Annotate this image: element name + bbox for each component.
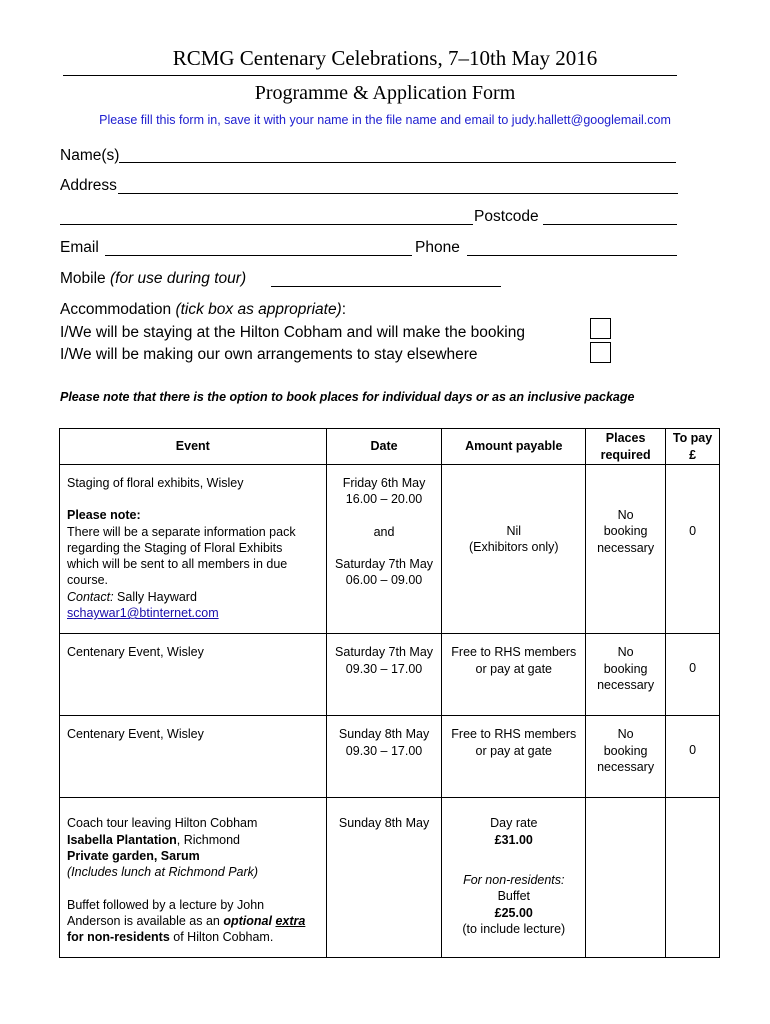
event-line: Private garden, Sarum bbox=[67, 848, 200, 863]
places-text: booking bbox=[603, 524, 648, 539]
please-note-label: Please note: bbox=[67, 508, 141, 523]
event-name: Coach tour leaving Hilton Cobham bbox=[67, 816, 258, 831]
postcode-field[interactable] bbox=[543, 224, 677, 225]
date-text: Friday 6th May bbox=[342, 476, 426, 490]
contact-line bbox=[67, 589, 320, 605]
mobile-field[interactable] bbox=[271, 286, 501, 287]
time-text: 06.00 – 09.00 bbox=[345, 573, 423, 588]
time-text: 09.30 – 17.00 bbox=[345, 661, 423, 676]
amount-text: Free to RHS members bbox=[451, 645, 577, 660]
pay-cell[interactable] bbox=[666, 465, 720, 634]
amount-cell bbox=[442, 798, 586, 958]
pay-value: 0 bbox=[689, 743, 697, 758]
note-text: which will be sent to all members in due bbox=[67, 557, 288, 572]
accommodation-note: (tick box as appropriate) bbox=[175, 301, 342, 318]
amount-text: Nil bbox=[506, 524, 522, 538]
table-row bbox=[60, 634, 720, 716]
event-bold-italic: optional bbox=[223, 913, 272, 928]
phone-label: Phone bbox=[415, 239, 460, 256]
places-text: booking bbox=[603, 743, 648, 758]
date-and: and bbox=[373, 524, 395, 539]
date-cell bbox=[326, 798, 442, 958]
option-hilton-label: I/We will be staying at the Hilton Cobham and will make the booking bbox=[60, 324, 525, 341]
amount-price: £31.00 bbox=[494, 832, 533, 847]
pay-value: 0 bbox=[689, 661, 697, 676]
amount-text: (to include lecture) bbox=[462, 921, 566, 936]
event-line: Buffet followed by a lecture by John bbox=[67, 897, 265, 912]
postcode-label: Postcode bbox=[474, 208, 539, 225]
header-amount: Amount payable bbox=[442, 429, 586, 465]
event-line bbox=[67, 929, 320, 945]
event-line bbox=[67, 913, 320, 929]
event-regular: of Hilton Cobham. bbox=[169, 930, 274, 945]
mobile-label-row bbox=[60, 270, 246, 288]
places-cell[interactable] bbox=[586, 798, 666, 958]
date-text: Saturday 7th May bbox=[335, 556, 434, 571]
places-text: No bbox=[617, 508, 634, 522]
event-bold: Isabella Plantation bbox=[67, 832, 177, 847]
accommodation-label: Accommodation bbox=[60, 301, 172, 318]
places-cell[interactable] bbox=[586, 465, 666, 634]
booking-note: Please note that there is the option to book places for individual days or as an inclusive package bbox=[60, 390, 635, 404]
table-row bbox=[60, 798, 720, 958]
amount-price: £25.00 bbox=[494, 905, 533, 920]
amount-cell bbox=[442, 716, 586, 798]
email-label: Email bbox=[60, 239, 99, 256]
event-name: Staging of floral exhibits, Wisley bbox=[67, 476, 244, 490]
mobile-note: (for use during tour) bbox=[109, 270, 247, 287]
places-text: necessary bbox=[597, 540, 655, 555]
header-places-2: required bbox=[600, 447, 651, 462]
table-header-row bbox=[60, 429, 720, 465]
contact-name: Sally Hayward bbox=[113, 589, 197, 604]
programme-table bbox=[59, 428, 720, 958]
amount-text: Buffet bbox=[497, 889, 530, 904]
header-places bbox=[586, 429, 666, 465]
date-text: Sunday 8th May bbox=[338, 727, 430, 742]
note-text: regarding the Staging of Floral Exhibits bbox=[67, 540, 283, 555]
option-own-label: I/We will be making our own arrangements to stay elsewhere bbox=[60, 346, 478, 363]
event-bold: for non-residents bbox=[67, 930, 170, 945]
address-field[interactable] bbox=[118, 193, 678, 194]
pay-value: 0 bbox=[689, 524, 697, 538]
event-line bbox=[67, 832, 320, 848]
places-cell[interactable] bbox=[586, 634, 666, 716]
header-pay bbox=[666, 429, 720, 465]
places-text: No bbox=[617, 645, 634, 660]
date-cell bbox=[326, 716, 442, 798]
event-underlined: extra bbox=[275, 913, 306, 928]
event-name: Centenary Event, Wisley bbox=[67, 727, 204, 742]
places-cell[interactable] bbox=[586, 716, 666, 798]
pay-cell[interactable] bbox=[666, 798, 720, 958]
names-label: Name(s) bbox=[60, 147, 120, 164]
header-pay-2: £ bbox=[689, 447, 697, 462]
amount-text: or pay at gate bbox=[475, 743, 552, 758]
form-subtitle: Programme & Application Form bbox=[254, 82, 516, 104]
amount-text: Free to RHS members bbox=[451, 727, 577, 742]
form-title: RCMG Centenary Celebrations, 7–10th May 2016 bbox=[172, 46, 598, 70]
phone-field[interactable] bbox=[467, 255, 677, 256]
instructions: Please fill this form in, save it with your name in the file name and email to judy.hallett@googlemail.com bbox=[99, 113, 671, 127]
note-text: There will be a separate information pack bbox=[67, 524, 296, 539]
address-field-line-2[interactable] bbox=[60, 224, 473, 225]
event-cell bbox=[60, 634, 327, 716]
places-text: No bbox=[617, 727, 634, 742]
event-cell bbox=[60, 465, 327, 634]
date-text: Sunday 8th May bbox=[338, 816, 430, 831]
names-field[interactable] bbox=[119, 162, 676, 163]
contact-email-link[interactable]: schaywar1@btinternet.com bbox=[67, 606, 219, 621]
accommodation-heading bbox=[60, 301, 346, 319]
date-cell bbox=[326, 634, 442, 716]
header-places-1: Places bbox=[605, 431, 646, 446]
event-line: (Includes lunch at Richmond Park) bbox=[67, 865, 259, 880]
header-event: Event bbox=[60, 429, 327, 465]
mobile-label: Mobile bbox=[60, 270, 106, 287]
places-text: necessary bbox=[597, 759, 655, 774]
event-regular: , Richmond bbox=[176, 832, 240, 847]
pay-cell[interactable] bbox=[666, 634, 720, 716]
event-cell bbox=[60, 716, 327, 798]
time-text: 16.00 – 20.00 bbox=[345, 492, 423, 507]
table-row bbox=[60, 465, 720, 634]
event-cell bbox=[60, 798, 327, 958]
date-cell bbox=[326, 465, 442, 634]
places-text: necessary bbox=[597, 677, 655, 692]
pay-cell[interactable] bbox=[666, 716, 720, 798]
amount-cell bbox=[442, 465, 586, 634]
header-date: Date bbox=[326, 429, 442, 465]
amount-cell bbox=[442, 634, 586, 716]
amount-text: (Exhibitors only) bbox=[468, 540, 559, 555]
option-hilton-checkbox[interactable] bbox=[590, 318, 611, 339]
note-text: course. bbox=[67, 573, 108, 588]
contact-label: Contact: bbox=[67, 589, 114, 604]
date-text: Saturday 7th May bbox=[335, 645, 434, 660]
time-text: 09.30 – 17.00 bbox=[345, 743, 423, 758]
accommodation-colon: : bbox=[341, 301, 347, 318]
title-rule bbox=[63, 75, 677, 76]
address-label: Address bbox=[60, 177, 117, 194]
event-regular: Anderson is available as an bbox=[67, 913, 224, 928]
table-row bbox=[60, 716, 720, 798]
places-text: booking bbox=[603, 661, 648, 676]
option-own-checkbox[interactable] bbox=[590, 342, 611, 363]
amount-text: For non-residents: bbox=[463, 872, 565, 887]
amount-text: Day rate bbox=[490, 816, 538, 831]
amount-text: or pay at gate bbox=[475, 661, 552, 676]
email-field[interactable] bbox=[105, 255, 412, 256]
header-pay-1: To pay bbox=[672, 431, 713, 446]
event-name: Centenary Event, Wisley bbox=[67, 645, 204, 660]
